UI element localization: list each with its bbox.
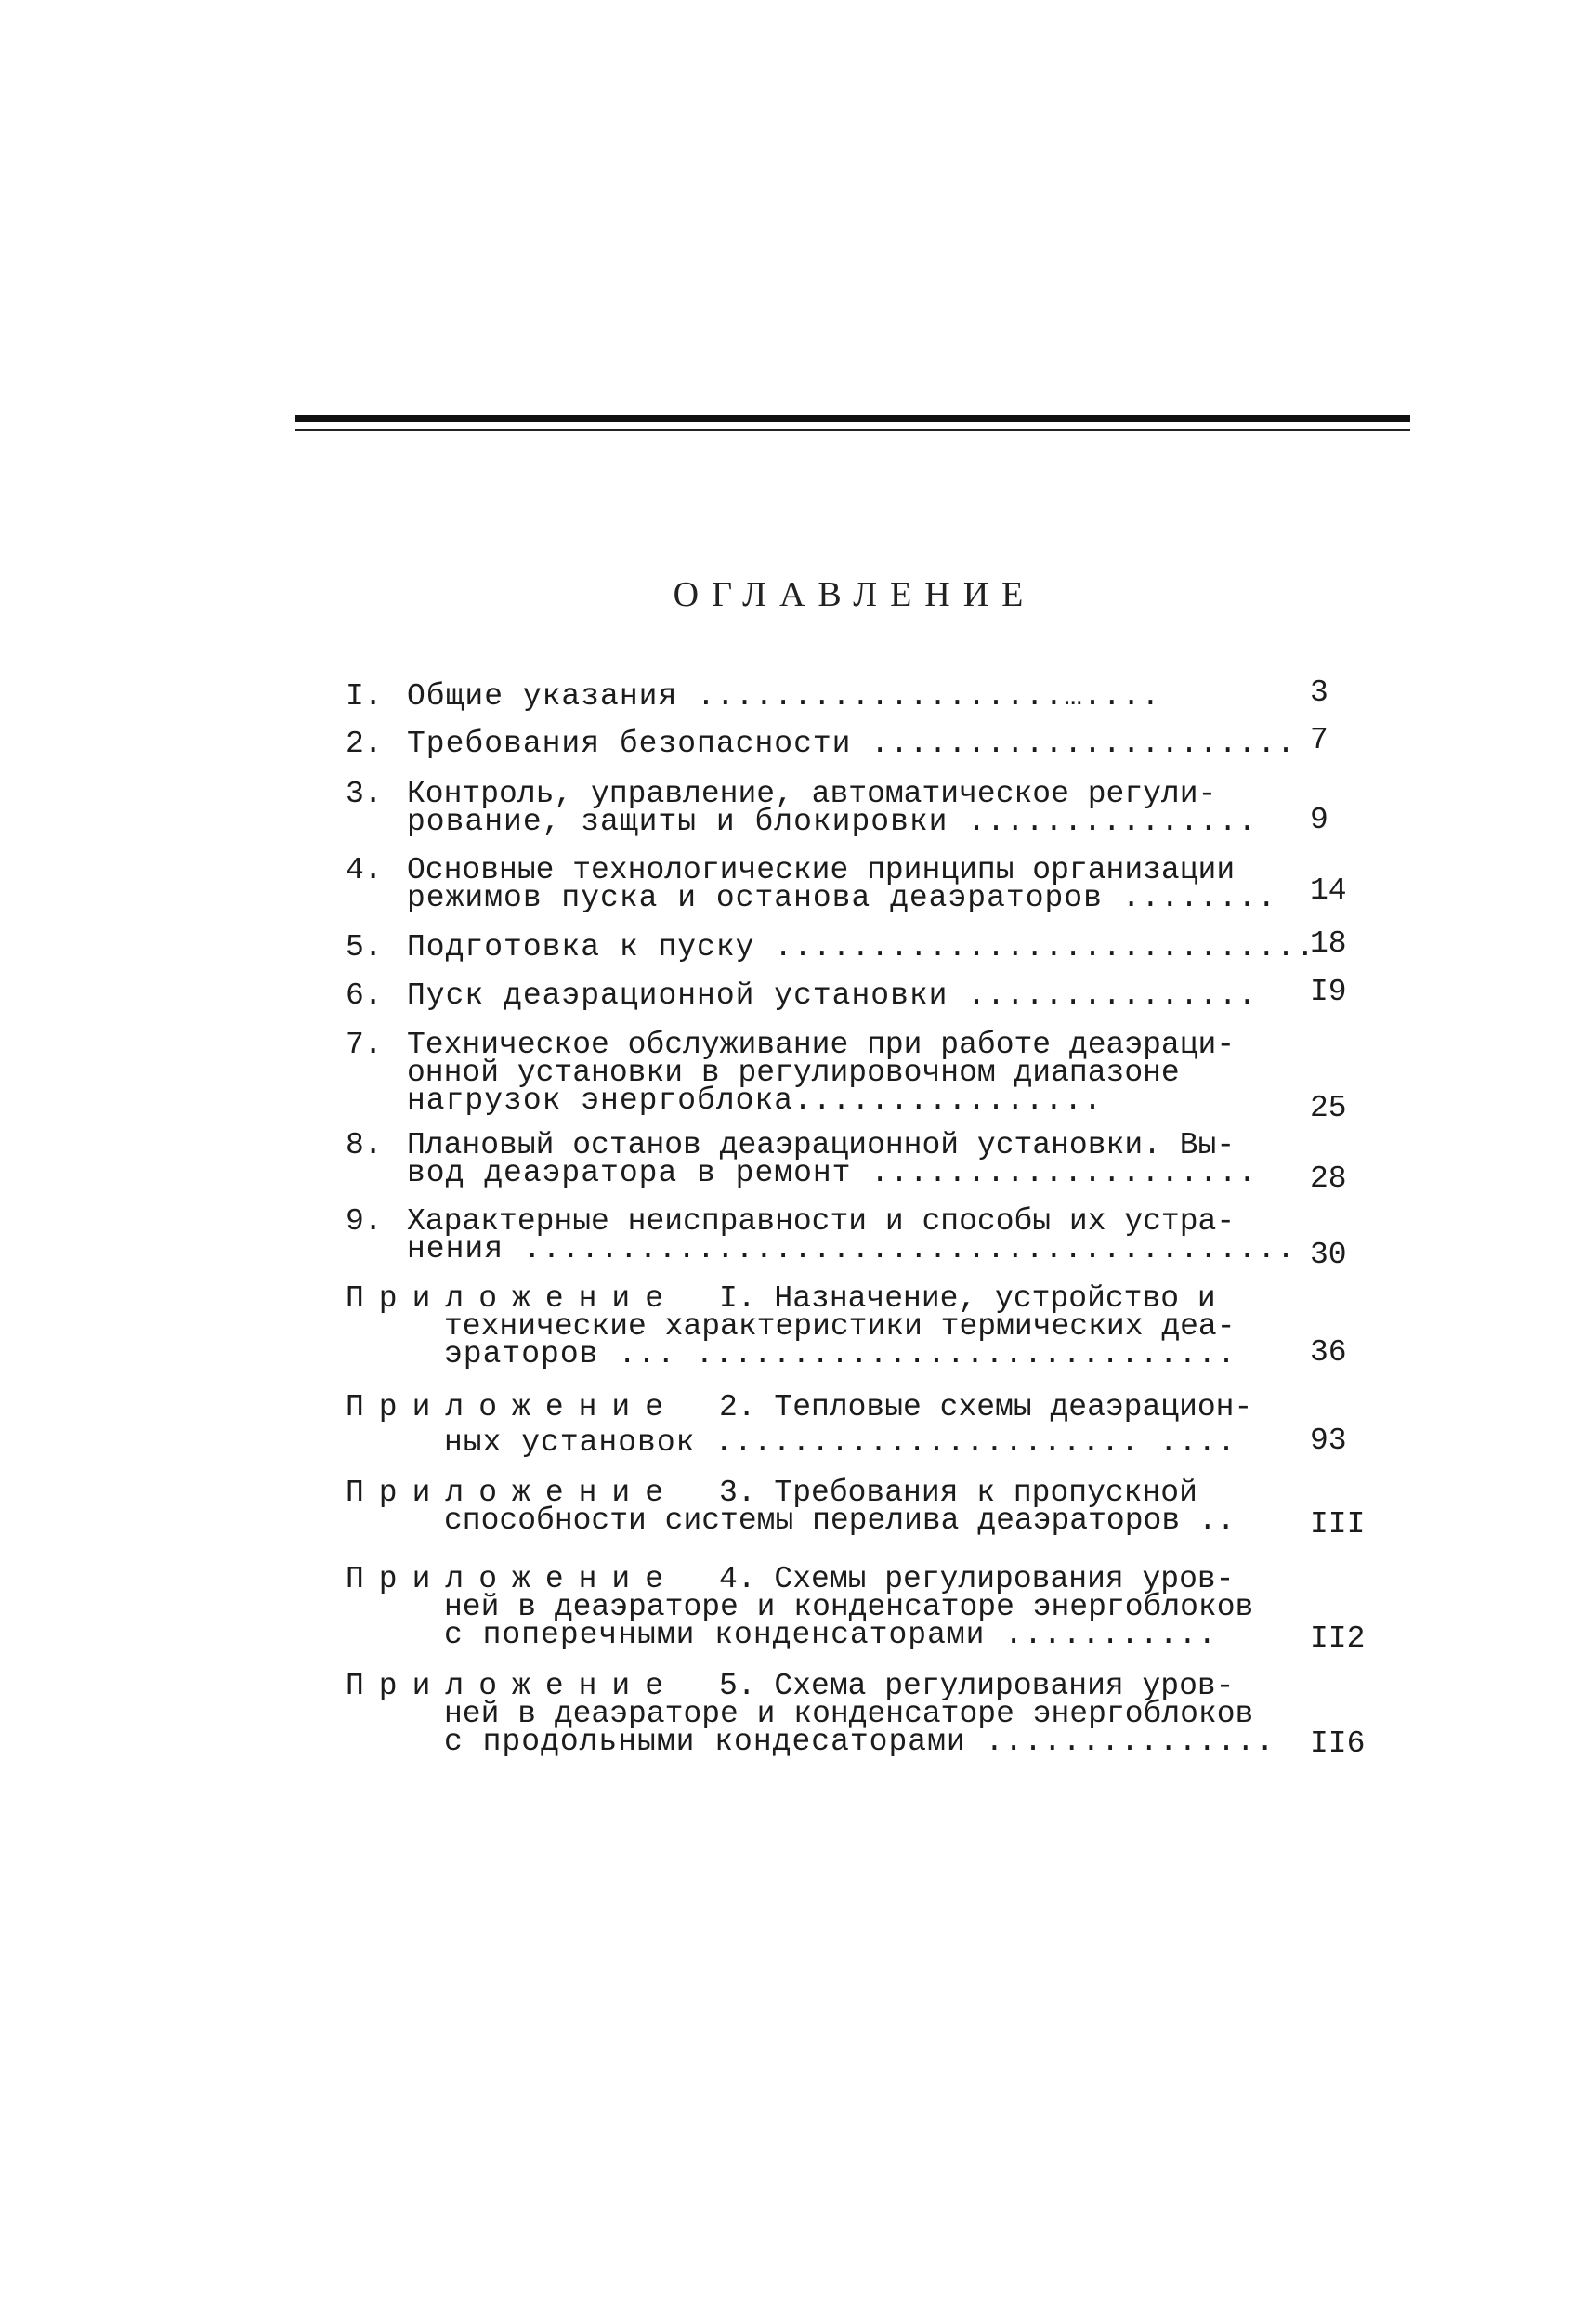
appendix-label: Приложение: [346, 1669, 679, 1703]
entry-number: 9.: [346, 1204, 383, 1239]
appendix-title-line: эраторов ... ............................: [444, 1337, 1236, 1371]
entry-title-line: Пуск деаэрационной установки ...............: [407, 978, 1258, 1013]
appendix-label: Приложение: [346, 1281, 679, 1316]
entry-title-line: Подготовка к пуску ............................: [407, 930, 1315, 965]
entry-title-line: режимов пуска и останова деаэраторов ........: [407, 881, 1277, 915]
appendix-title-line: I. Назначение, устройство и: [719, 1281, 1216, 1316]
entry-number: 7.: [346, 1028, 383, 1062]
appendix-page: II6: [1310, 1726, 1366, 1761]
entry-title-line: Плановый останов деаэрационной установки. Вы-: [407, 1128, 1236, 1162]
appendix-title-line: ней в деаэраторе и конденсаторе энергоблоков: [444, 1590, 1254, 1624]
entry-number: 8.: [346, 1128, 383, 1162]
entry-number: 4.: [346, 853, 383, 887]
entry-title-line: Характерные неисправности и способы их устра-: [407, 1204, 1236, 1239]
appendix-title-line: 5. Схема регулирования уров-: [719, 1669, 1235, 1703]
appendix-title-line: 2. Тепловые схемы деаэрацион-: [719, 1390, 1253, 1424]
appendix-title-line: ней в деаэраторе и конденсаторе энергоблоков: [444, 1697, 1254, 1731]
entry-page: 28: [1310, 1162, 1347, 1196]
top-rule-thick: [295, 415, 1410, 422]
appendix-title-line: способности системы перелива деаэраторов ..: [444, 1503, 1236, 1538]
entry-title-line: вод деаэратора в ремонт ....................: [407, 1156, 1258, 1190]
appendix-title-line: технические характеристики термических деа-: [444, 1309, 1236, 1344]
entry-page: I9: [1310, 975, 1347, 1009]
appendix-title-line: 3. Требования к пропускной: [719, 1476, 1197, 1510]
appendix-page: 36: [1310, 1335, 1347, 1370]
entry-page: 18: [1310, 926, 1347, 961]
entry-title-line: Контроль, управление, автоматическое регули-: [407, 777, 1217, 811]
entry-page: 14: [1310, 873, 1347, 908]
entry-title-line: Техническое обслуживание при работе деаэраци-: [407, 1028, 1236, 1062]
entry-title-line: Требования безопасности ......................: [407, 727, 1296, 761]
entry-number: 2.: [346, 727, 383, 761]
entry-title-line: нагрузок энергоблока................: [407, 1083, 1103, 1118]
appendix-title-line: 4. Схемы регулирования уров-: [719, 1562, 1235, 1596]
appendix-label: Приложение: [346, 1476, 679, 1510]
entry-number: 6.: [346, 978, 383, 1013]
top-rule-thin: [295, 429, 1410, 431]
entry-number: I.: [346, 679, 383, 714]
entry-number: 3.: [346, 777, 383, 811]
entry-page: 3: [1310, 676, 1328, 710]
entry-page: 25: [1310, 1091, 1347, 1125]
appendix-title-line: ных установок ...................... ....: [444, 1425, 1236, 1460]
entry-page: 9: [1310, 803, 1328, 837]
entry-title-line: Основные технологические принципы организации: [407, 853, 1236, 887]
appendix-label: Приложение: [346, 1562, 679, 1596]
appendix-title-line: с продольными кондесаторами ...............: [444, 1725, 1275, 1759]
entry-title-line: нения ........................................: [407, 1232, 1296, 1266]
entry-page: 30: [1310, 1238, 1347, 1272]
page-title: ОГЛАВЛЕНИЕ: [673, 575, 1037, 614]
entry-page: 7: [1310, 723, 1328, 757]
appendix-title-line: с поперечными конденсаторами ...........: [444, 1618, 1218, 1652]
entry-title-line: Общие указания ...................…....: [407, 679, 1161, 714]
appendix-label: Приложение: [346, 1390, 679, 1424]
appendix-page: II2: [1310, 1621, 1366, 1656]
entry-title-line: рование, защиты и блокировки ...............: [407, 805, 1258, 839]
entry-number: 5.: [346, 930, 383, 965]
entry-title-line: онной установки в регулировочном диапазоне: [407, 1056, 1180, 1090]
appendix-page: III: [1310, 1507, 1366, 1542]
appendix-page: 93: [1310, 1424, 1347, 1458]
